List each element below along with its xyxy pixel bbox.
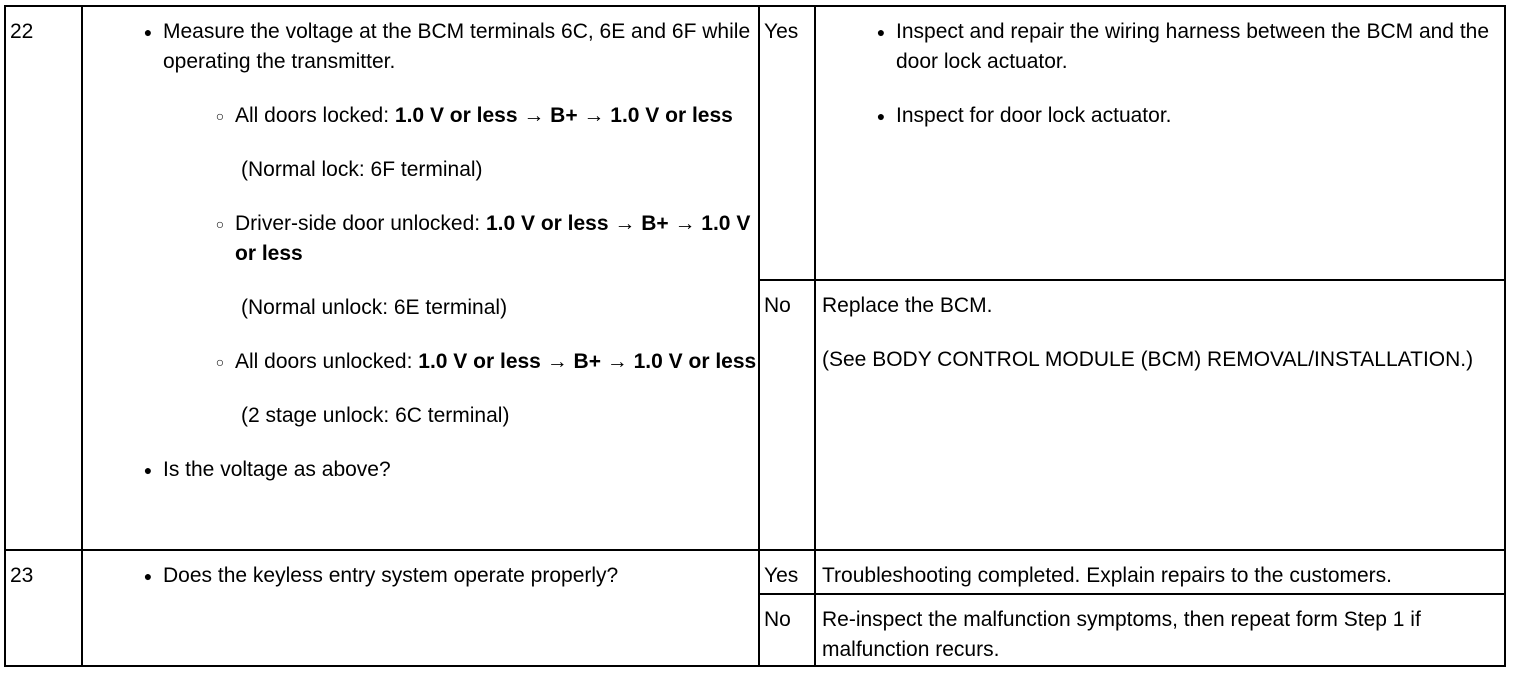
bullet-icon: ● — [143, 568, 153, 584]
circle-bullet-icon: ○ — [215, 216, 225, 232]
table-row — [5, 6, 1505, 280]
bullet-icon: ● — [876, 108, 886, 124]
step-number: 23 — [5, 550, 82, 666]
sub-bullet: ○ All doors locked: 1.0 V or less → B+ → 1.0 V or less — [87, 101, 758, 131]
step-procedure — [82, 550, 759, 666]
sub-bullet: ○ All doors unlocked: 1.0 V or less → B+ → 1.0 V or less — [87, 347, 758, 377]
step-number: 22 — [5, 6, 82, 550]
step-procedure — [82, 6, 759, 550]
answer-no: No — [759, 280, 815, 550]
procedure-bullet: ● Measure the voltage at the BCM terminals 6C, 6E and 6F while operating the transmitter. — [87, 17, 758, 77]
procedure-bullet: ● Is the voltage as above? — [87, 455, 758, 485]
terminal-note: (Normal unlock: 6E terminal) — [241, 296, 508, 319]
result-yes — [815, 6, 1505, 280]
table-row — [5, 550, 1505, 594]
result-yes: Troubleshooting completed. Explain repairs to the customers. — [815, 550, 1505, 594]
bullet-icon: ● — [143, 462, 153, 478]
action-bullet: ● Inspect for door lock actuator. — [822, 101, 1504, 131]
answer-yes: Yes — [759, 6, 815, 280]
terminal-note: (Normal lock: 6F terminal) — [241, 158, 483, 181]
result-no: Re-inspect the malfunction symptoms, then repeat form Step 1 if malfunction recurs. — [815, 594, 1505, 666]
answer-yes: Yes — [759, 550, 815, 594]
bullet-icon: ● — [876, 24, 886, 40]
procedure-bullet: ● Does the keyless entry system operate properly? — [87, 561, 758, 591]
action-bullet: ● Inspect and repair the wiring harness between the BCM and the door lock actuator. — [822, 17, 1504, 77]
terminal-note: (2 stage unlock: 6C terminal) — [241, 404, 510, 427]
bullet-icon: ● — [143, 24, 153, 40]
result-no: Replace the BCM. (See BODY CONTROL MODULE (BCM) REMOVAL/INSTALLATION.) — [815, 280, 1505, 550]
reference-note: (See BODY CONTROL MODULE (BCM) REMOVAL/INSTALLATION.) — [822, 348, 1474, 371]
circle-bullet-icon: ○ — [215, 108, 225, 124]
answer-no: No — [759, 594, 815, 666]
sub-bullet: ○ Driver-side door unlocked: 1.0 V or less → B+ → 1.0 V or less — [87, 209, 758, 269]
troubleshooting-table — [4, 5, 1506, 667]
circle-bullet-icon: ○ — [215, 354, 225, 370]
